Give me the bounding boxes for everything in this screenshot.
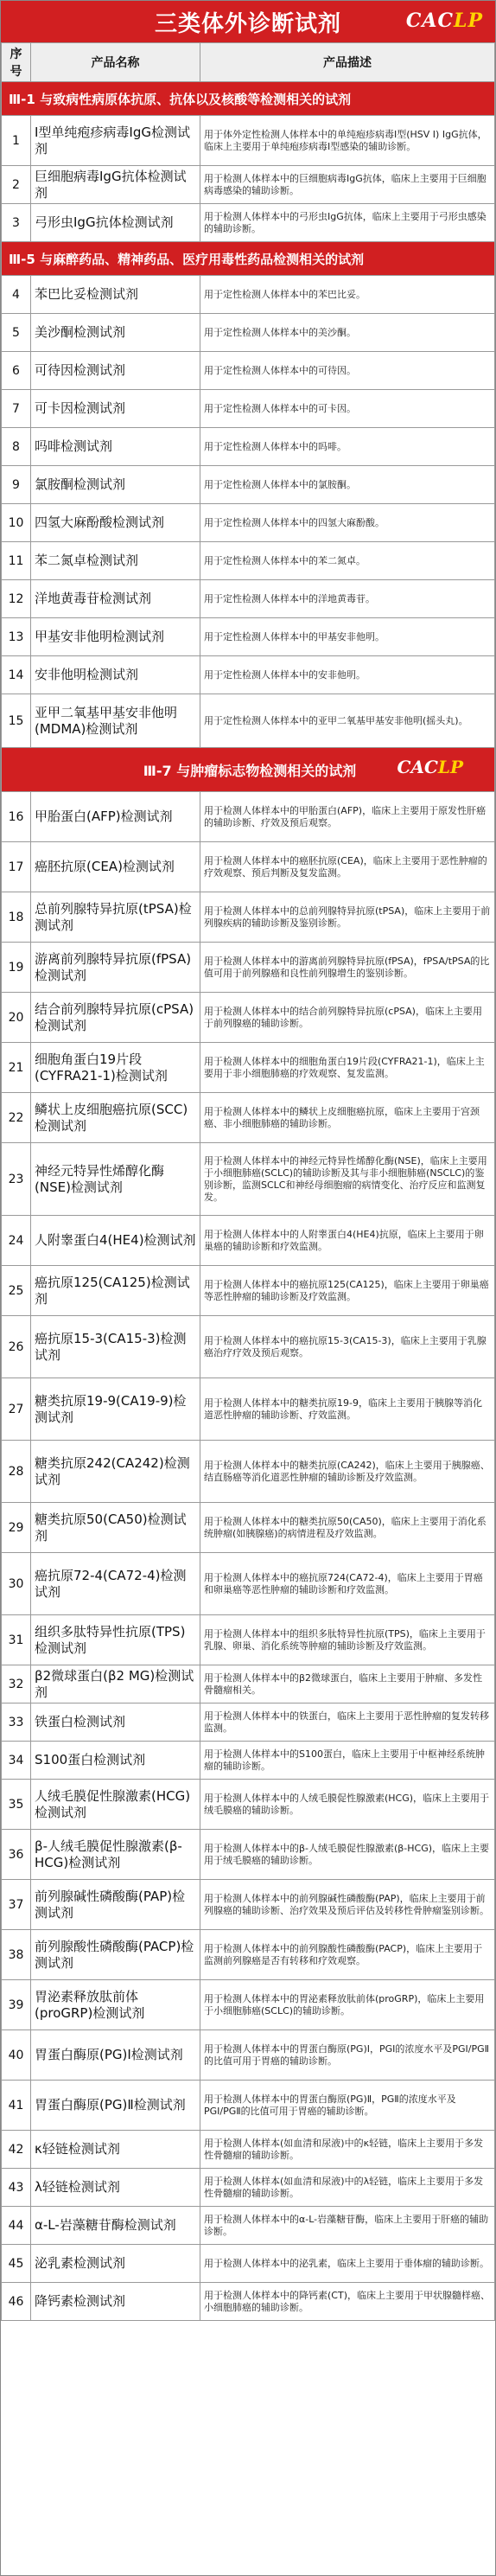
row-number: 10 [2,504,31,542]
product-description: 用于定性检测人体样本中的安非他明。 [200,656,495,694]
product-name: 四氢大麻酚酸检测试剂 [31,504,200,542]
section-header [2,82,495,116]
product-description: 用于检测人体样本(如血清和尿液)中的κ轻链，临床上主要用于多发性骨髓瘤的辅助诊断。 [200,2131,495,2169]
table-body [2,82,495,2321]
product-name: 神经元特异性烯醇化酶(NSE)检测试剂 [31,1143,200,1216]
caclp-logo: CACLP [397,757,463,777]
product-name: 可待因检测试剂 [31,352,200,390]
table-row [2,1830,495,1880]
table-row [2,2245,495,2283]
table-row [2,166,495,204]
product-description: 用于检测人体样本中的神经元特异性烯醇化酶(NSE)，临床上主要用于小细胞肺癌(SCLC)的辅助诊断及其与非小细胞肺癌(NSCLC)的鉴别诊断，监测SCLC和神经母细胞瘤的病情变化、治疗反应和监测复发。 [200,1143,495,1216]
row-number: 2 [2,166,31,204]
product-description: 用于检测人体样本中的胃蛋白酶原(PG)Ⅱ，PGⅡ的浓度水平及PGⅠ/PGⅡ的比值可用于胃癌的辅助诊断。 [200,2081,495,2131]
row-number: 31 [2,1615,31,1665]
product-name: 前列腺碱性磷酸酶(PAP)检测试剂 [31,1880,200,1930]
table-row [2,1930,495,1980]
table-row [2,1742,495,1780]
table-row [2,1615,495,1665]
row-number: 23 [2,1143,31,1216]
product-name: 氯胺酮检测试剂 [31,466,200,504]
product-description: 用于检测人体样本中的前列腺碱性磷酸酶(PAP)，临床上主要用于前列腺癌的辅助诊断、治疗效果及预后评估及转移性骨肿瘤鉴别诊断。 [200,1880,495,1930]
product-name: 癌抗原15-3(CA15-3)检测试剂 [31,1316,200,1378]
product-name: 人绒毛膜促性腺激素(HCG)检测试剂 [31,1780,200,1830]
product-description: 用于检测人体样本中的鳞状上皮细胞癌抗原，临床上主要用于宫颈癌、非小细胞肺癌的辅助诊断。 [200,1093,495,1143]
table-row [2,842,495,892]
row-number: 46 [2,2283,31,2321]
section-label: Ⅲ-7 与肿瘤标志物检测相关的试剂 [143,762,357,779]
product-name: 糖类抗原242(CA242)检测试剂 [31,1441,200,1503]
row-number: 35 [2,1780,31,1830]
product-description: 用于检测人体样本中的癌胚抗原(CEA)，临床上主要用于恶性肿瘤的疗效观察、预后判断及复发监测。 [200,842,495,892]
product-name: 甲基安非他明检测试剂 [31,618,200,656]
product-name: 人附睾蛋白4(HE4)检测试剂 [31,1216,200,1266]
product-description: 用于定性检测人体样本中的美沙酮。 [200,314,495,352]
product-description: 用于检测人体样本中的胃蛋白酶原(PG)Ⅰ，PGⅠ的浓度水平及PGⅠ/PGⅡ的比值可用于胃癌的辅助诊断。 [200,2030,495,2081]
row-number: 39 [2,1980,31,2030]
table-row [2,580,495,618]
product-description: 用于检测人体样本中的细胞角蛋白19片段(CYFRA21-1)，临床上主要用于非小细胞肺癌的疗效观察、复发监测。 [200,1043,495,1093]
row-number: 15 [2,694,31,748]
table-row [2,2030,495,2081]
product-description: 用于定性检测人体样本中的亚甲二氧基甲基安非他明(摇头丸)。 [200,694,495,748]
section-header-row [2,82,495,116]
row-number: 19 [2,943,31,993]
row-number: 22 [2,1093,31,1143]
product-description: 用于定性检测人体样本中的洋地黄毒苷。 [200,580,495,618]
product-description: 用于定性检测人体样本中的甲基安非他明。 [200,618,495,656]
row-number: 20 [2,993,31,1043]
product-name: 细胞角蛋白19片段(CYFRA21-1)检测试剂 [31,1043,200,1093]
product-description: 用于检测人体样本中的总前列腺特异抗原(tPSA)，临床上主要用于前列腺疾病的辅助诊断及鉴别诊断。 [200,892,495,943]
row-number: 3 [2,204,31,242]
product-description: 用于定性检测人体样本中的可待因。 [200,352,495,390]
table-row [2,1143,495,1216]
product-name: 甲胎蛋白(AFP)检测试剂 [31,792,200,842]
row-number: 6 [2,352,31,390]
row-number: 13 [2,618,31,656]
product-description: 用于检测人体样本中的甲胎蛋白(AFP)，临床上主要用于原发性肝癌的辅助诊断、疗效及预后观察。 [200,792,495,842]
caclp-logo: CACLP [405,10,483,32]
table-row [2,314,495,352]
row-number: 21 [2,1043,31,1093]
section-label: Ⅲ-1 与致病性病原体抗原、抗体以及核酸等检测相关的试剂 [9,91,352,107]
row-number: 34 [2,1742,31,1780]
table-row [2,1553,495,1615]
product-description: 用于检测人体样本中的β-人绒毛膜促性腺激素(β-HCG)，临床上主要用于绒毛膜癌的辅助诊断。 [200,1830,495,1880]
product-description: 用于定性检测人体样本中的可卡因。 [200,390,495,428]
product-description: 用于检测人体样本中的糖类抗原50(CA50)，临床上主要用于消化系统肿瘤(如胰腺癌)的病情进程及疗效监测。 [200,1503,495,1553]
table-row [2,2283,495,2321]
product-description: 用于定性检测人体样本中的吗啡。 [200,428,495,466]
row-number: 4 [2,276,31,314]
product-name: Ⅰ型单纯疱疹病毒IgG检测试剂 [31,116,200,166]
table-row [2,1980,495,2030]
table-row [2,1378,495,1441]
row-number: 30 [2,1553,31,1615]
table-row [2,1880,495,1930]
product-description: 用于检测人体样本中的组织多肽特异性抗原(TPS)，临床上主要用于乳腺、卵巢、消化系统等肿瘤的辅助诊断及疗效监测。 [200,1615,495,1665]
product-name: β2微球蛋白(β2 MG)检测试剂 [31,1665,200,1703]
product-description: 用于检测人体样本中的巨细胞病毒IgG抗体，临床上主要用于巨细胞病毒感染的辅助诊断。 [200,166,495,204]
row-number: 7 [2,390,31,428]
product-name: 组织多肽特异性抗原(TPS)检测试剂 [31,1615,200,1665]
section-header-row [2,242,495,276]
row-number: 9 [2,466,31,504]
row-number: 27 [2,1378,31,1441]
product-name: 铁蛋白检测试剂 [31,1703,200,1742]
product-description: 用于检测人体样本中的糖类抗原(CA242)，临床上主要用于胰腺癌、结直肠癌等消化道恶性肿瘤的辅助诊断及疗效监测。 [200,1441,495,1503]
table-row [2,2169,495,2207]
table-row [2,504,495,542]
table-header-row [2,43,495,82]
row-number: 8 [2,428,31,466]
row-number: 24 [2,1216,31,1266]
row-number: 43 [2,2169,31,2207]
row-number: 33 [2,1703,31,1742]
product-name: β-人绒毛膜促性腺激素(β-HCG)检测试剂 [31,1830,200,1880]
row-number: 45 [2,2245,31,2283]
table-row [2,694,495,748]
row-number: 12 [2,580,31,618]
table-row [2,618,495,656]
product-description: 用于检测人体样本中的游离前列腺特异抗原(fPSA)，fPSA/tPSA的比值可用于前列腺癌和良性前列腺增生的鉴别诊断。 [200,943,495,993]
product-name: 安非他明检测试剂 [31,656,200,694]
product-name: α-L-岩藻糖苷酶检测试剂 [31,2207,200,2245]
product-description: 用于检测人体样本中的β2微球蛋白，临床上主要用于肿瘤、多发性骨髓瘤相关。 [200,1665,495,1703]
table-row [2,1503,495,1553]
document-title-bar [1,1,495,42]
row-number: 25 [2,1266,31,1316]
product-description: 用于体外定性检测人体样本中的单纯疱疹病毒Ⅰ型(HSV Ⅰ) IgG抗体，临床上主要用于单纯疱疹病毒Ⅰ型感染的辅助诊断。 [200,116,495,166]
product-description: 用于检测人体样本中的铁蛋白，临床上主要用于恶性肿瘤的复发转移监测。 [200,1703,495,1742]
row-number: 37 [2,1880,31,1930]
row-number: 41 [2,2081,31,2131]
table-row [2,352,495,390]
table-row [2,276,495,314]
row-number: 1 [2,116,31,166]
section-header [2,242,495,276]
product-name: 结合前列腺特异抗原(cPSA)检测试剂 [31,993,200,1043]
table-row [2,116,495,166]
product-name: 糖类抗原50(CA50)检测试剂 [31,1503,200,1553]
product-name: 癌抗原72-4(CA72-4)检测试剂 [31,1553,200,1615]
table-row [2,1780,495,1830]
row-number: 29 [2,1503,31,1553]
table-row [2,993,495,1043]
product-description: 用于定性检测人体样本中的苯二氮卓。 [200,542,495,580]
product-name: 弓形虫IgG抗体检测试剂 [31,204,200,242]
product-description: 用于检测人体样本中的弓形虫IgG抗体，临床上主要用于弓形虫感染的辅助诊断。 [200,204,495,242]
table-row [2,943,495,993]
table-row [2,204,495,242]
product-name: S100蛋白检测试剂 [31,1742,200,1780]
table-row [2,428,495,466]
product-description: 用于检测人体样本中的α-L-岩藻糖苷酶，临床上主要用于肝癌的辅助诊断。 [200,2207,495,2245]
product-description: 用于定性检测人体样本中的苯巴比妥。 [200,276,495,314]
product-name: 胃蛋白酶原(PG)Ⅰ检测试剂 [31,2030,200,2081]
table-row [2,892,495,943]
product-description: 用于检测人体样本中的结合前列腺特异抗原(cPSA)，临床上主要用于前列腺癌的辅助诊断。 [200,993,495,1043]
product-name: 泌乳素检测试剂 [31,2245,200,2283]
product-description: 用于检测人体样本中的降钙素(CT)，临床上主要用于甲状腺髓样癌、小细胞肺癌的辅助诊断。 [200,2283,495,2321]
product-description: 用于检测人体样本中的人附睾蛋白4(HE4)抗原，临床上主要用于卵巢癌的辅助诊断和疗效监测。 [200,1216,495,1266]
product-name: 总前列腺特异抗原(tPSA)检测试剂 [31,892,200,943]
product-name: 胃泌素释放肽前体(proGRP)检测试剂 [31,1980,200,2030]
table-row [2,1665,495,1703]
product-name: 美沙酮检测试剂 [31,314,200,352]
table-row [2,1703,495,1742]
row-number: 14 [2,656,31,694]
table-row [2,1441,495,1503]
row-number: 16 [2,792,31,842]
product-name: 胃蛋白酶原(PG)Ⅱ检测试剂 [31,2081,200,2131]
row-number: 40 [2,2030,31,2081]
product-name: 癌抗原125(CA125)检测试剂 [31,1266,200,1316]
table-row [2,792,495,842]
reagent-table [1,42,495,2321]
product-name: 降钙素检测试剂 [31,2283,200,2321]
row-number: 28 [2,1441,31,1503]
product-name: 苯巴比妥检测试剂 [31,276,200,314]
product-name: 苯二氮卓检测试剂 [31,542,200,580]
row-number: 26 [2,1316,31,1378]
product-description: 用于定性检测人体样本中的四氢大麻酚酸。 [200,504,495,542]
row-number: 44 [2,2207,31,2245]
row-number: 36 [2,1830,31,1880]
product-description: 用于检测人体样本中的前列腺酸性磷酸酶(PACP)，临床上主要用于监测前列腺癌是否有转移和疗效观察。 [200,1930,495,1980]
product-name: 洋地黄毒苷检测试剂 [31,580,200,618]
document-title: 三类体外诊断试剂 [154,10,341,37]
product-description: 用于检测人体样本中的S100蛋白，临床上主要用于中枢神经系统肿瘤的辅助诊断。 [200,1742,495,1780]
table-row [2,390,495,428]
product-description: 用于检测人体样本(如血清和尿液)中的λ轻链，临床上主要用于多发性骨髓瘤的辅助诊断。 [200,2169,495,2207]
table-row [2,2207,495,2245]
table-row [2,1216,495,1266]
row-number: 42 [2,2131,31,2169]
table-row [2,1316,495,1378]
product-name: 可卡因检测试剂 [31,390,200,428]
row-number: 17 [2,842,31,892]
product-description: 用于检测人体样本中的癌抗原724(CA72-4)，临床上主要用于胃癌和卵巢癌等恶性肿瘤的辅助诊断和疗效监测。 [200,1553,495,1615]
product-description: 用于检测人体样本中的糖类抗原19-9，临床上主要用于胰腺等消化道恶性肿瘤的辅助诊断、疗效监测。 [200,1378,495,1441]
product-name: λ轻链检测试剂 [31,2169,200,2207]
product-description: 用于检测人体样本中的胃泌素释放肽前体(proGRP)，临床上主要用于小细胞肺癌(SCLC)的辅助诊断。 [200,1980,495,2030]
table-row [2,1266,495,1316]
section-header [2,748,495,792]
product-name: 糖类抗原19-9(CA19-9)检测试剂 [31,1378,200,1441]
product-name: 癌胚抗原(CEA)检测试剂 [31,842,200,892]
product-name: 巨细胞病毒IgG抗体检测试剂 [31,166,200,204]
section-label: Ⅲ-5 与麻醉药品、精神药品、医疗用毒性药品检测相关的试剂 [9,251,365,267]
table-row [2,2131,495,2169]
product-description: 用于检测人体样本中的人绒毛膜促性腺激素(HCG)，临床上主要用于绒毛膜癌的辅助诊断。 [200,1780,495,1830]
header-number: 序号 [2,43,31,82]
row-number: 32 [2,1665,31,1703]
table-row [2,466,495,504]
table-row [2,656,495,694]
row-number: 11 [2,542,31,580]
table-row [2,542,495,580]
table-row [2,2081,495,2131]
table-row [2,1093,495,1143]
product-name: 亚甲二氧基甲基安非他明(MDMA)检测试剂 [31,694,200,748]
row-number: 5 [2,314,31,352]
product-description: 用于检测人体样本中的癌抗原125(CA125)，临床上主要用于卵巢癌等恶性肿瘤的辅助诊断及疗效监测。 [200,1266,495,1316]
product-name: 鳞状上皮细胞癌抗原(SCC)检测试剂 [31,1093,200,1143]
product-description: 用于检测人体样本中的癌抗原15-3(CA15-3)，临床上主要用于乳腺癌治疗疗效及预后观察。 [200,1316,495,1378]
header-product-name: 产品名称 [31,43,200,82]
product-description: 用于检测人体样本中的泌乳素，临床上主要用于垂体瘤的辅助诊断。 [200,2245,495,2283]
header-description: 产品描述 [200,43,495,82]
section-header-row [2,748,495,792]
row-number: 38 [2,1930,31,1980]
product-name: κ轻链检测试剂 [31,2131,200,2169]
product-description: 用于定性检测人体样本中的氯胺酮。 [200,466,495,504]
product-name: 游离前列腺特异抗原(fPSA)检测试剂 [31,943,200,993]
product-name: 吗啡检测试剂 [31,428,200,466]
product-name: 前列腺酸性磷酸酶(PACP)检测试剂 [31,1930,200,1980]
row-number: 18 [2,892,31,943]
table-row [2,1043,495,1093]
